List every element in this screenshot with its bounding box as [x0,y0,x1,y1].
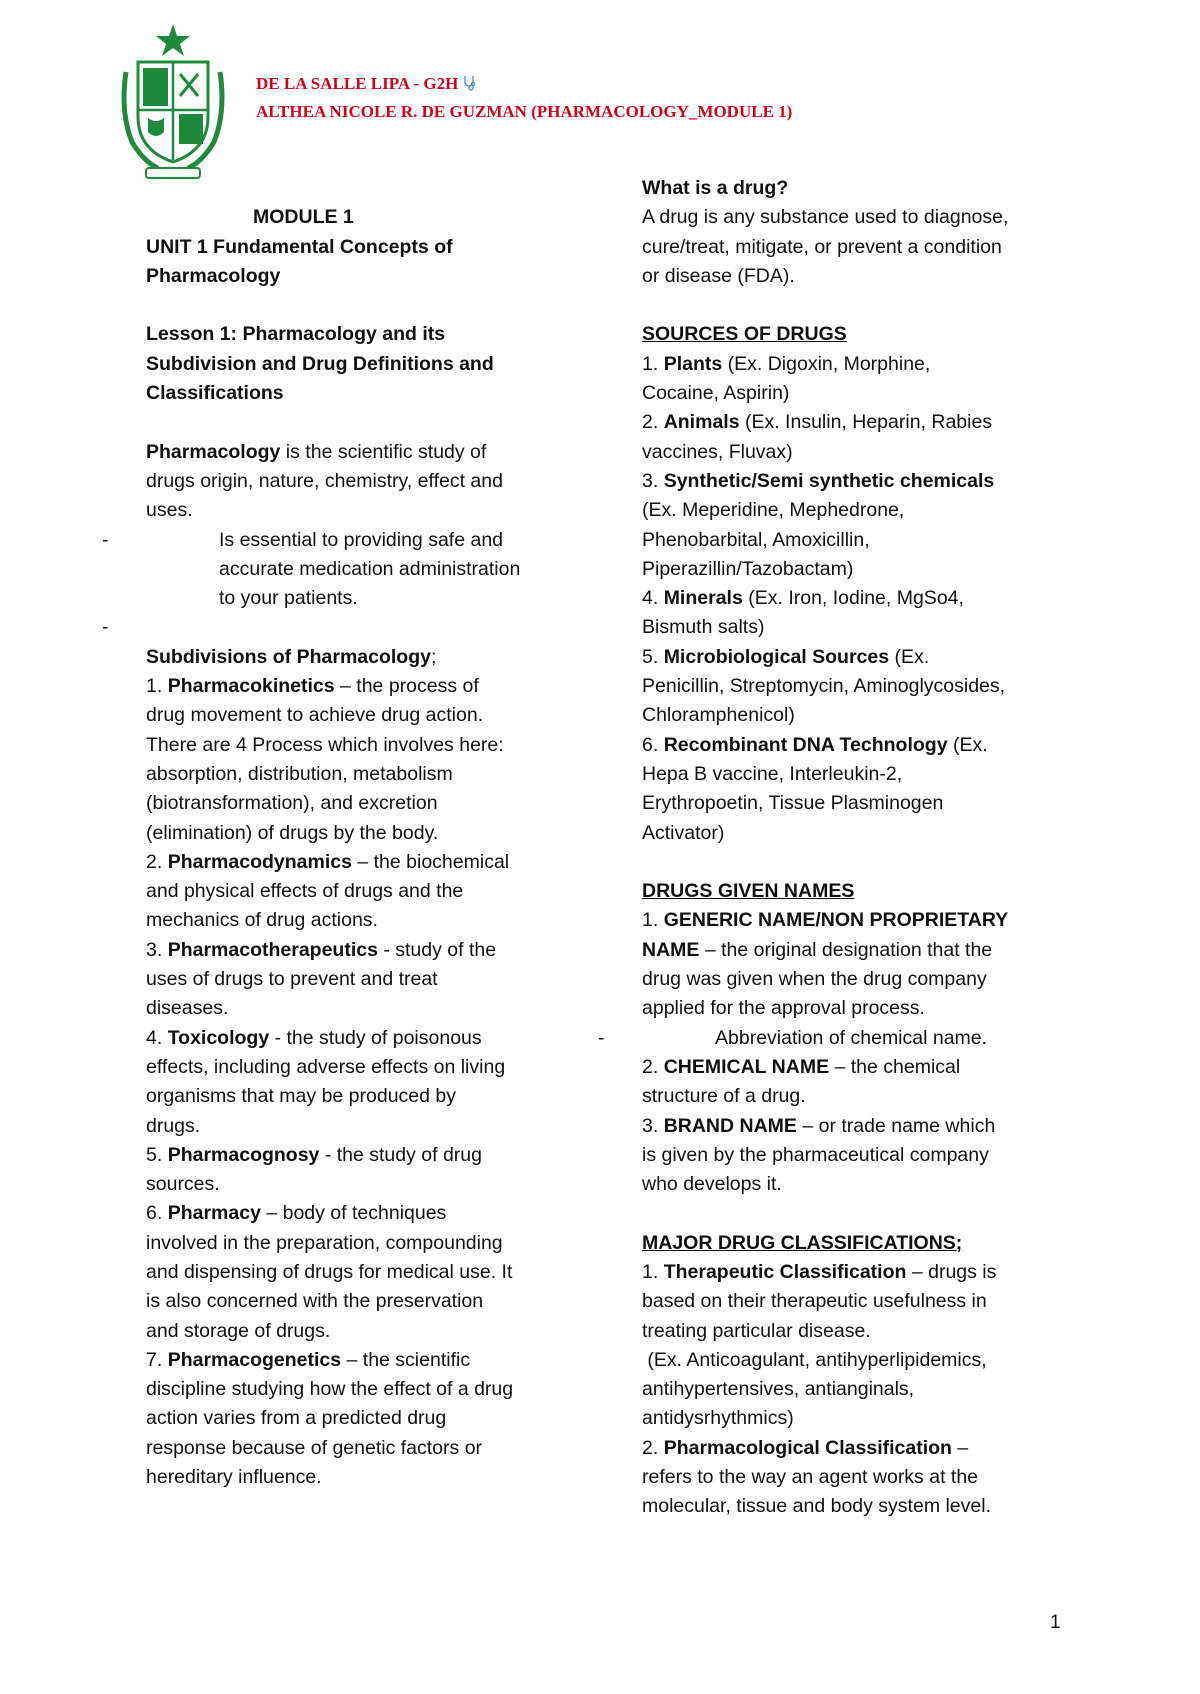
list-item-cont: antidysrhythmics) [642,1407,794,1430]
list-item-cont: antihypertensives, antianginals, [642,1378,915,1401]
page-number: 1 [1050,1612,1061,1633]
list-item-cont: Bismuth salts) [642,616,765,639]
list-item: 3. Pharmacotherapeutics - study of the [146,938,497,961]
list-item: 3. BRAND NAME – or trade name which [642,1114,996,1137]
lesson-title-cont: Subdivision and Drug Definitions and [146,352,494,375]
list-item: 7. Pharmacogenetics – the scientific [146,1348,471,1371]
list-item-cont: sources. [146,1173,220,1196]
header-school: DE LA SALLE LIPA - G2H [256,74,459,93]
list-item: 1. Plants (Ex. Digoxin, Morphine, [642,352,931,375]
list-item: 4. Minerals (Ex. Iron, Iodine, MgSo4, [642,587,964,610]
right-column [598,174,1082,1522]
list-item-cont: There are 4 Process which involves here: [146,733,504,756]
list-item: 1. Pharmacokinetics – the process of [146,675,479,698]
subdivisions-title: Subdivisions of Pharmacology; [146,645,437,668]
list-item: 2. Pharmacodynamics – the biochemical [146,850,510,873]
list-item-cont: NAME – the original designation that the [642,938,993,961]
list-item-cont: diseases. [146,997,229,1020]
list-item: 2. CHEMICAL NAME – the chemical [642,1055,961,1078]
list-item: 2. Pharmacological Classification – [642,1436,969,1459]
paragraph-line: or disease (FDA). [642,264,795,287]
list-item-cont: Activator) [642,821,725,844]
list-item-cont: action varies from a predicted drug [146,1407,447,1430]
list-item-cont: hereditary influence. [146,1466,322,1489]
list-item-cont: applied for the approval process. [642,997,925,1020]
list-item-cont: effects, including adverse effects on living [146,1055,506,1078]
paragraph-line: A drug is any substance used to diagnose, [642,206,1009,229]
list-item-cont: Piperazillin/Tazobactam) [642,557,854,580]
list-item-cont: mechanics of drug actions. [146,909,378,932]
list-item-cont: who develops it. [642,1173,782,1196]
definition: Pharmacology is the scientific study of [146,440,487,463]
list-item: 1. GENERIC NAME/NON PROPRIETARY [642,909,1009,932]
list-item-cont: Hepa B vaccine, Interleukin-2, [642,762,903,785]
list-item-cont: Chloramphenicol) [642,704,795,727]
question-title: What is a drug? [642,177,789,199]
section-title: DRUGS GIVEN NAMES [642,880,855,903]
list-item-cont: drug was given when the drug company [642,968,987,991]
list-item-cont: absorption, distribution, metabolism [146,762,453,785]
definition-cont: drugs origin, nature, chemistry, effect and [146,469,503,492]
bullet-item-cont: to your patients. [219,587,358,610]
paragraph-line: cure/treat, mitigate, or prevent a condition [642,235,1002,258]
list-item-cont: is also concerned with the preservation [146,1290,484,1313]
list-item: 6. Recombinant DNA Technology (Ex. [642,733,988,756]
list-item: 4. Toxicology - the study of poisonous [146,1026,482,1049]
list-item: 5. Microbiological Sources (Ex. [642,645,930,668]
stethoscope-icon [462,75,476,91]
list-item-cont: (Ex. Meperidine, Mephedrone, [642,499,905,522]
list-item-cont: Erythropoetin, Tissue Plasminogen [642,792,944,815]
section-title: SOURCES OF DRUGS [642,323,847,346]
list-item-cont: uses of drugs to prevent and treat [146,968,438,991]
list-item-cont: Cocaine, Aspirin) [642,382,790,405]
list-item-cont: response because of genetic factors or [146,1436,483,1459]
list-item-cont: organisms that may be produced by [146,1085,457,1108]
list-item: 2. Animals (Ex. Insulin, Heparin, Rabies [642,411,993,434]
list-item-cont: structure of a drug. [642,1085,806,1108]
unit-title-cont: Pharmacology [146,264,281,287]
bullet-item: - Is essential to providing safe and [102,528,504,551]
lesson-title-cont: Classifications [146,382,284,405]
list-item: 6. Pharmacy – body of techniques [146,1202,447,1225]
list-item-cont: drug movement to achieve drug action. [146,704,484,727]
list-item-cont: Penicillin, Streptomycin, Aminoglycosides, [642,675,1006,698]
list-item-cont: involved in the preparation, compounding [146,1231,503,1254]
empty-bullet: - [102,616,109,639]
bullet-item-cont: accurate medication administration [219,557,521,580]
document-header [256,70,792,126]
list-item: 5. Pharmacognosy - the study of drug [146,1143,482,1166]
list-item-cont: based on their therapeutic usefulness in [642,1290,987,1313]
list-item-cont: Phenobarbital, Amoxicillin, [642,528,870,551]
definition-cont: uses. [146,499,193,522]
list-item-cont: (biotransformation), and excretion [146,792,438,815]
module-title: MODULE 1 [253,206,354,229]
section-title: MAJOR DRUG CLASSIFICATIONS; [642,1231,963,1254]
list-item-cont: discipline studying how the effect of a drug [146,1378,514,1401]
list-item-cont: treating particular disease. [642,1319,871,1342]
list-item-cont: refers to the way an agent works at the [642,1466,979,1489]
list-item-cont: vaccines, Fluvax) [642,440,793,463]
unit-title: UNIT 1 Fundamental Concepts of [146,235,453,258]
list-item-cont: molecular, tissue and body system level. [642,1495,992,1518]
list-item: 1. Therapeutic Classification – drugs is [642,1260,997,1283]
lesson-title: Lesson 1: Pharmacology and its [146,323,446,346]
left-column [102,174,586,1492]
list-item: 3. Synthetic/Semi synthetic chemicals [642,469,995,492]
school-crest-icon [118,22,228,182]
header-author: ALTHEA NICOLE R. DE GUZMAN (PHARMACOLOGY_MODULE 1) [256,102,793,121]
list-item-cont: drugs. [146,1114,201,1137]
list-item-cont: and physical effects of drugs and the [146,880,464,903]
bullet-item: - Abbreviation of chemical name. [598,1026,988,1049]
list-item-cont: (Ex. Anticoagulant, antihyperlipidemics, [642,1348,987,1371]
list-item-cont: and storage of drugs. [146,1319,331,1342]
list-item-cont: is given by the pharmaceutical company [642,1143,989,1166]
list-item-cont: and dispensing of drugs for medical use. It [146,1260,513,1283]
list-item-cont: (elimination) of drugs by the body. [146,821,439,844]
